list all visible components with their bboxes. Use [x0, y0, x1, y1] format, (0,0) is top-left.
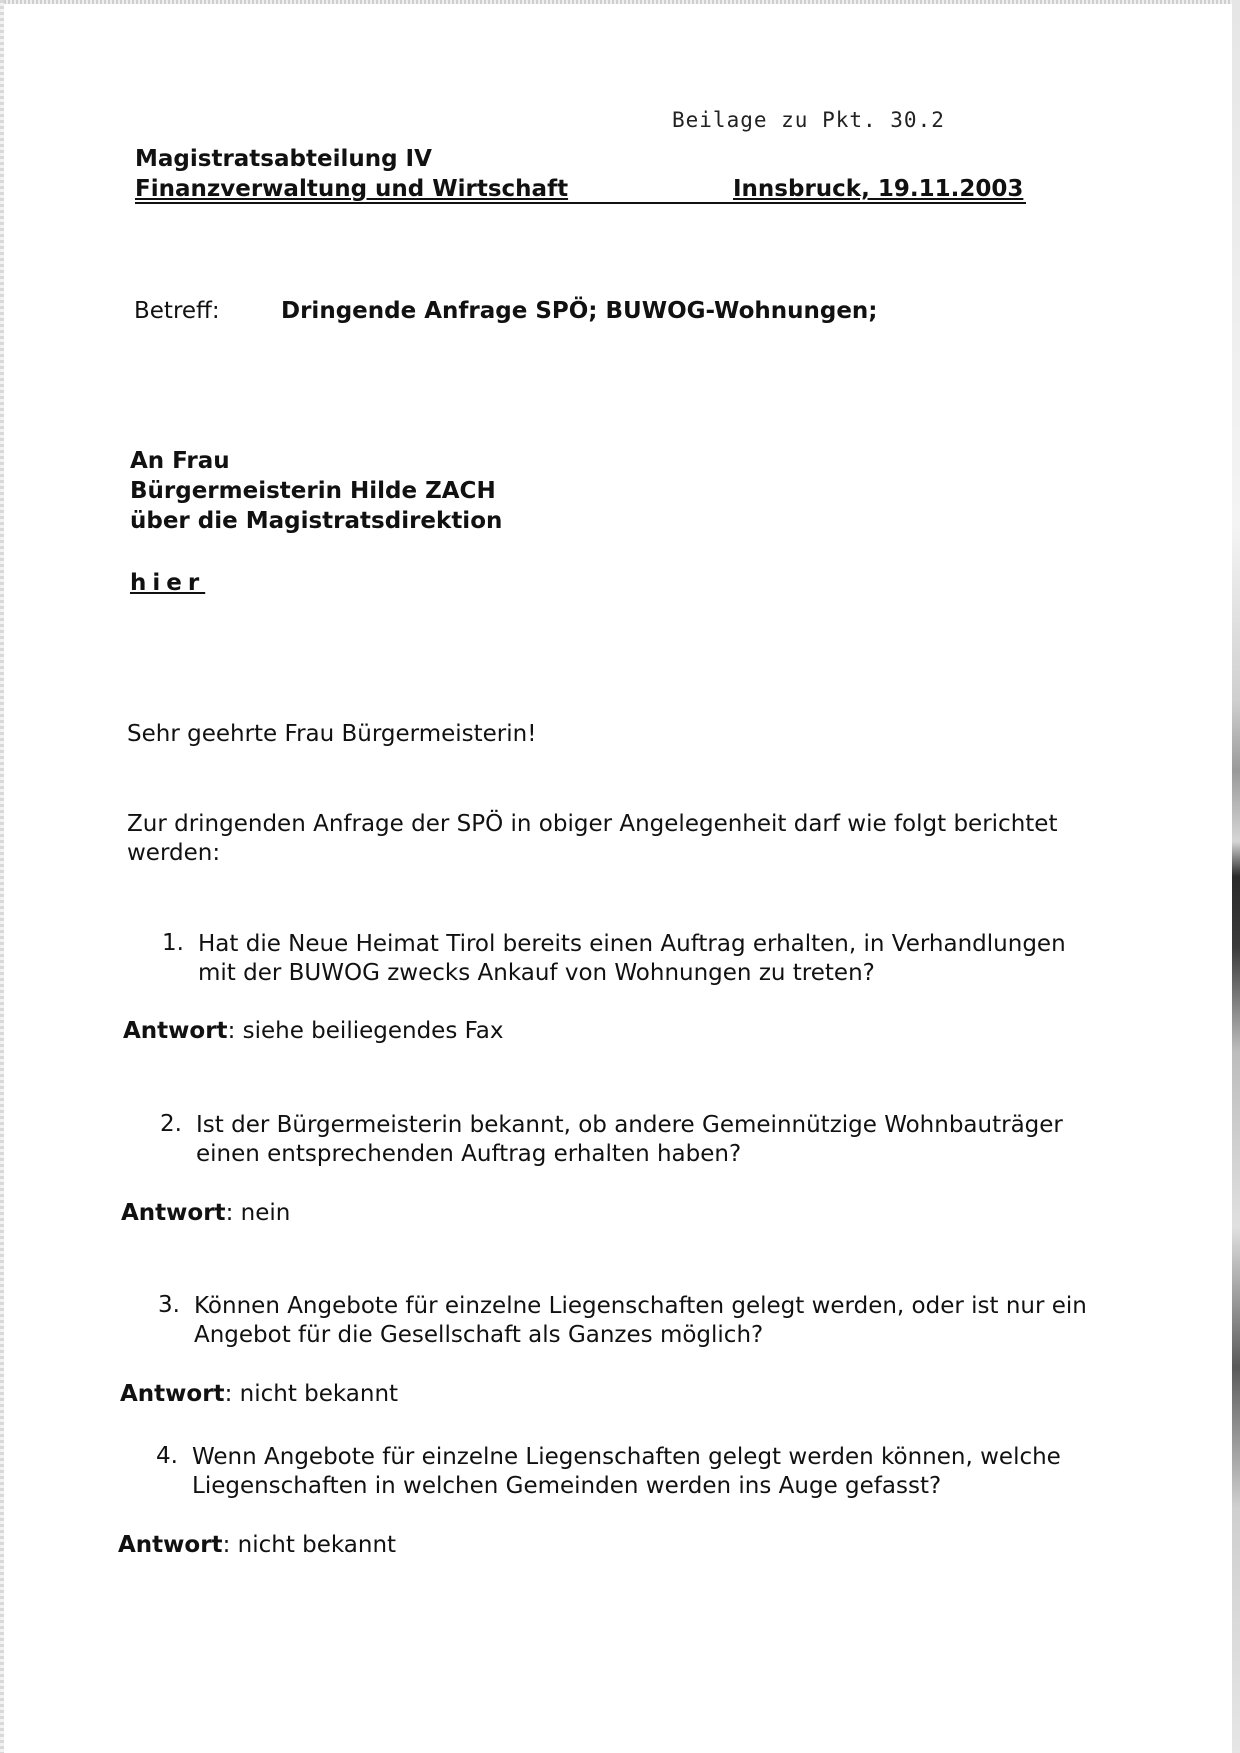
answer-label: Antwort	[121, 1200, 226, 1226]
department-subtitle: Finanzverwaltung und Wirtschaft	[135, 176, 569, 202]
scan-edge-left	[0, 0, 4, 1753]
question-number: 3.	[158, 1292, 180, 1318]
question-line: Können Angebote für einzelne Liegenschaften gelegt werden, oder ist nur ein	[194, 1293, 1087, 1319]
question-line: mit der BUWOG zwecks Ankauf von Wohnungen zu treten?	[198, 960, 875, 986]
header-rule	[135, 202, 1026, 204]
recipient-local: hier	[130, 570, 206, 596]
answer-label: Antwort	[120, 1381, 225, 1407]
answer-text: : nicht bekannt	[224, 1381, 399, 1407]
department-name: Magistratsabteilung IV	[135, 146, 432, 172]
subject-text: Dringende Anfrage SPÖ; BUWOG-Wohnungen;	[281, 298, 878, 324]
question-line: Ist der Bürgermeisterin bekannt, ob andere Gemeinnützige Wohnbauträger	[196, 1112, 1063, 1138]
question-line: Liegenschaften in welchen Gemeinden werden ins Auge gefasst?	[192, 1473, 942, 1499]
answer-line	[123, 1018, 503, 1044]
question-number: 1.	[162, 930, 184, 956]
scan-edge-top	[0, 0, 1240, 4]
intro-line-1: Zur dringenden Anfrage der SPÖ in obiger Angelegenheit darf wie folgt berichtet	[127, 811, 1058, 837]
question-line: Hat die Neue Heimat Tirol bereits einen Auftrag erhalten, in Verhandlungen	[198, 931, 1066, 957]
question-line: Wenn Angebote für einzelne Liegenschaften gelegt werden können, welche	[192, 1444, 1061, 1470]
intro-line-2: werden:	[127, 840, 221, 866]
question-line: Angebot für die Gesellschaft als Ganzes möglich?	[194, 1322, 764, 1348]
answer-label: Antwort	[118, 1532, 223, 1558]
answer-text: : nein	[225, 1200, 291, 1226]
question-number: 2.	[160, 1111, 182, 1137]
scan-edge-right	[1232, 0, 1240, 1753]
subject-label: Betreff:	[134, 298, 220, 324]
place-date: Innsbruck, 19.11.2003	[733, 176, 1024, 202]
answer-label: Antwort	[123, 1018, 228, 1044]
answer-text: : siehe beiliegendes Fax	[227, 1018, 504, 1044]
attachment-stamp: Beilage zu Pkt. 30.2	[672, 108, 945, 132]
answer-text: : nicht bekannt	[222, 1532, 397, 1558]
answer-line	[120, 1381, 398, 1407]
question-line: einen entsprechenden Auftrag erhalten haben?	[196, 1141, 742, 1167]
answer-line	[121, 1200, 290, 1226]
recipient-line-1: An Frau	[130, 448, 230, 474]
recipient-line-3: über die Magistratsdirektion	[130, 508, 503, 534]
salutation: Sehr geehrte Frau Bürgermeisterin!	[127, 721, 537, 747]
recipient-line-2: Bürgermeisterin Hilde ZACH	[130, 478, 496, 504]
question-number: 4.	[156, 1443, 178, 1469]
answer-line	[118, 1532, 396, 1558]
